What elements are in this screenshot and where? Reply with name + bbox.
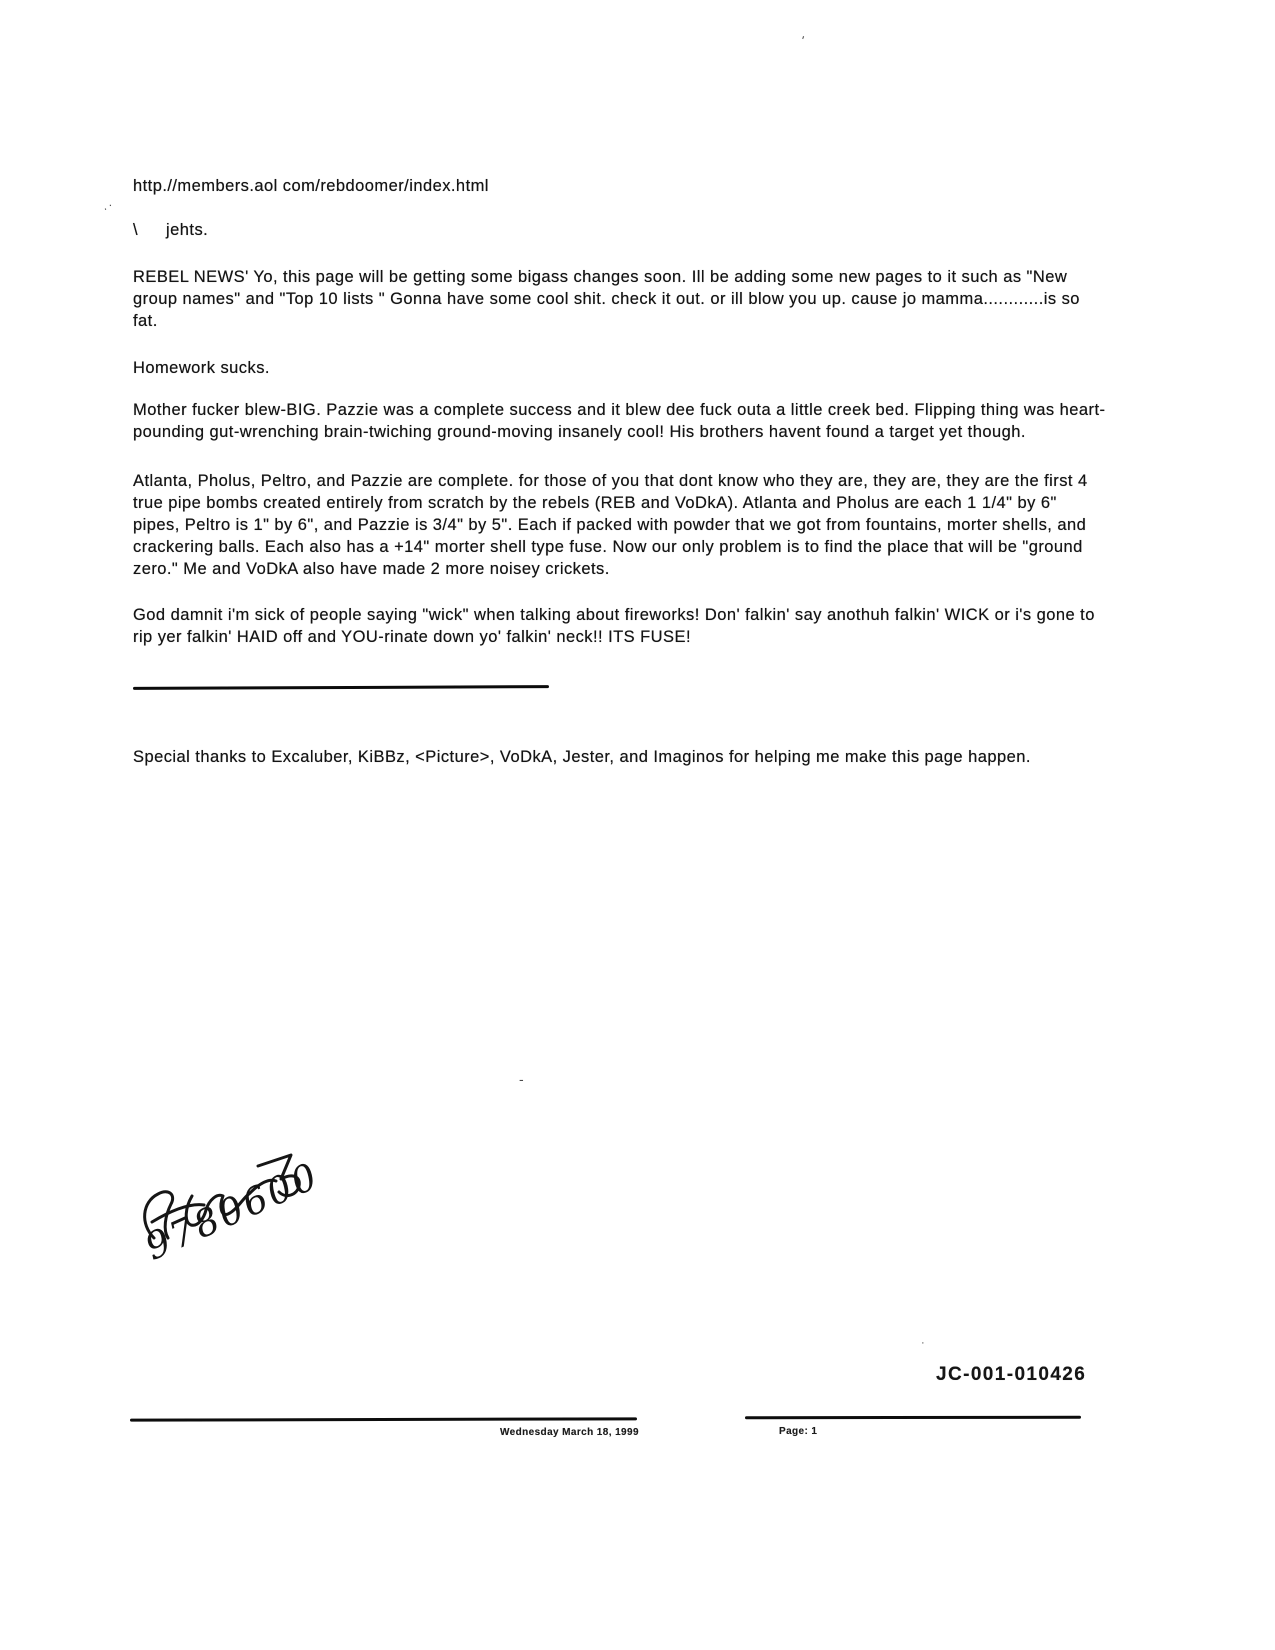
jehts-fragment: jehts. bbox=[166, 221, 209, 239]
footer-date: Wednesday March 18, 1999 bbox=[500, 1427, 639, 1438]
text-line: Atlanta, Pholus, Peltro, and Pazzie are complete. for those of you that dont know who they are, they are, they are the first 4 bbox=[133, 472, 1088, 490]
text-line: pipes, Peltro is 1" by 6", and Pazzie is 3/4" by 5". Each if packed with powder that we got from fountains, morter shells, and bbox=[133, 516, 1087, 534]
paragraph-special-thanks: Special thanks to Excaluber, KiBBz, <Picture>, VoDkA, Jester, and Imaginos for helping me make this page happen. bbox=[133, 748, 1031, 766]
text-line: crackering balls. Each also has a +14" morter shell type fuse. Now our only problem is to find the place that will be "ground bbox=[133, 538, 1083, 556]
scan-artifact-mark: - bbox=[519, 1071, 524, 1087]
scan-artifact-mark: · bbox=[921, 1337, 925, 1349]
text-line: Mother fucker blew-BIG. Pazzie was a complete success and it blew dee fuck outa a little creek bed. Flipping thing was heart- bbox=[133, 401, 1106, 419]
text-line: fat. bbox=[133, 312, 158, 330]
fragment-line bbox=[133, 219, 208, 241]
paragraph-pipe-bombs bbox=[133, 470, 1088, 580]
scan-artifact-mark: .· bbox=[101, 196, 116, 214]
signature-scribble bbox=[138, 1130, 388, 1300]
paragraph-fuse-rant bbox=[133, 604, 1095, 648]
paragraph-pazzie-success bbox=[133, 399, 1105, 443]
footer-rule-left bbox=[130, 1417, 637, 1421]
backslash-mark: \ bbox=[133, 221, 139, 239]
text-line: group names" and "Top 10 lists " Gonna have some cool shit. check it out. or ill blow you up. cause jo mamma............is so bbox=[133, 290, 1080, 308]
paragraph-homework: Homework sucks. bbox=[133, 359, 270, 377]
text-line: REBEL NEWS' Yo, this page will be getting some bigass changes soon. Ill be adding some new pages to it such as "New bbox=[133, 268, 1068, 286]
text-line: rip yer falkin' HAID off and YOU-rinate down yo' falkin' neck!! ITS FUSE! bbox=[133, 628, 691, 646]
paragraph-rebel-news bbox=[133, 266, 1080, 332]
handwritten-annotation bbox=[138, 1130, 388, 1300]
document-id-stamp: JC-001-010426 bbox=[936, 1364, 1087, 1385]
scan-artifact-mark: ' bbox=[798, 32, 806, 49]
document-url-text: http.//members.aol com/rebdoomer/index.html bbox=[133, 177, 489, 195]
footer-rule-right bbox=[745, 1416, 1081, 1420]
text-line: pounding gut-wrenching brain-twiching ground-moving insanely cool! His brothers havent found a target yet though. bbox=[133, 423, 1026, 441]
horizontal-divider-line bbox=[133, 685, 549, 690]
footer-page-number: Page: 1 bbox=[779, 1426, 818, 1437]
text-line: God damnit i'm sick of people saying "wick" when talking about fireworks! Don' falkin' say anothuh falkin' WICK or i's gone to bbox=[133, 606, 1095, 624]
text-line: true pipe bombs created entirely from scratch by the rebels (REB and VoDkA). Atlanta and Pholus are each 1 1/4" by 6" bbox=[133, 494, 1057, 512]
text-line: zero." Me and VoDkA also have made 2 more noisey crickets. bbox=[133, 560, 610, 578]
handwritten-number: 9780600 bbox=[138, 1153, 326, 1269]
